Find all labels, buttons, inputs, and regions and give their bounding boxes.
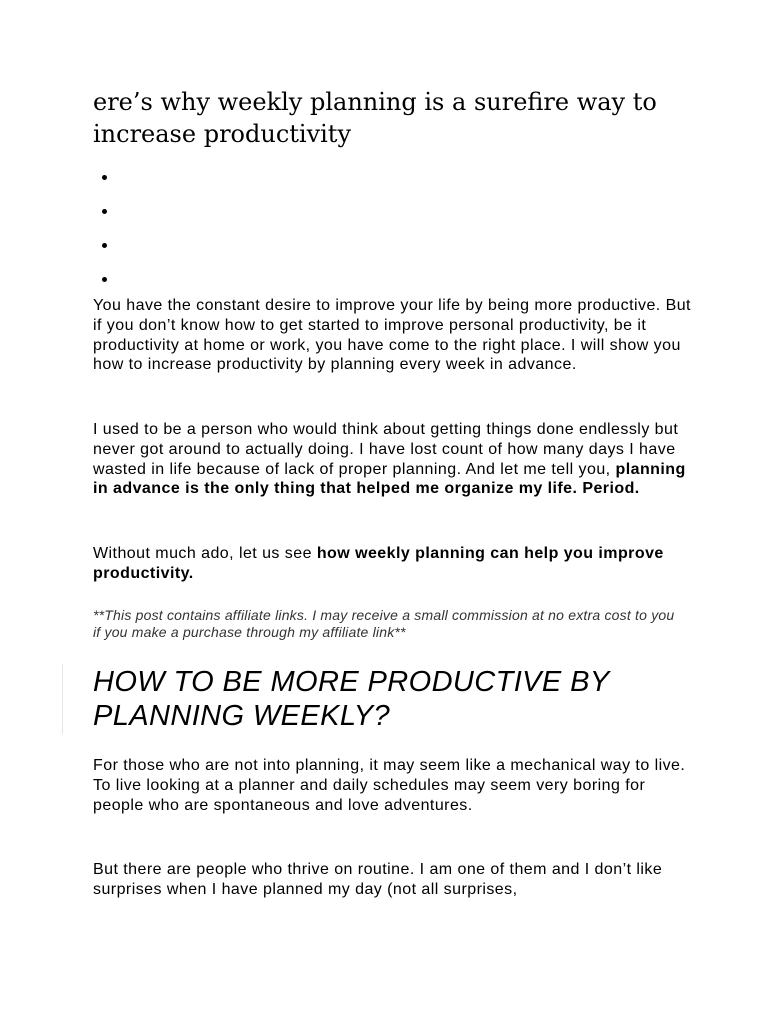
transition-paragraph [93, 544, 693, 584]
story-emphasis: planning in advance is the only thing that helped me organize my life. Period. [93, 460, 686, 498]
empty-bullet-list [102, 165, 122, 301]
section-heading: HOW TO BE MORE PRODUCTIVE BY PLANNING WEEKLY? [93, 666, 610, 732]
transition-emphasis: how weekly planning can help you improve productivity. [93, 545, 664, 582]
affiliate-disclosure: **This post contains affiliate links. I may receive a small commission at no extra cost to you if you make a purchase through my affiliate link** [93, 607, 675, 640]
list-item [102, 199, 122, 233]
section-paragraph: For those who are not into planning, it may seem like a mechanical way to live. To live looking at a planner and daily schedules may seem very boring for people who are spontaneous and love adventures. [93, 757, 686, 814]
story-paragraph [93, 420, 693, 499]
story-text: I used to be a person who would think about getting things done endlessly but never got around to actually doing. I have lost count of how many days I have wasted in life because of lack of proper planning. And let me tell you, [93, 421, 679, 478]
heading-divider [62, 664, 63, 734]
section-paragraph: But there are people who thrive on routine. I am one of them and I don’t like surprises when I have planned my day (not all surprises, [93, 861, 663, 898]
intro-text: You have the constant desire to improve your life by being more productive. But if you don’t know how to get started to improve personal productivity, be it productivity at home or work, you have come to the right place. I will show you how to increase productivity by planning every week in advance. [93, 297, 691, 374]
transition-text: Without much ado, let us see [93, 545, 317, 562]
article-title: ere’s why weekly planning is a surefire way to increase productivity [93, 88, 657, 148]
list-item [102, 165, 122, 199]
list-item [102, 233, 122, 267]
intro-paragraph [93, 296, 693, 375]
